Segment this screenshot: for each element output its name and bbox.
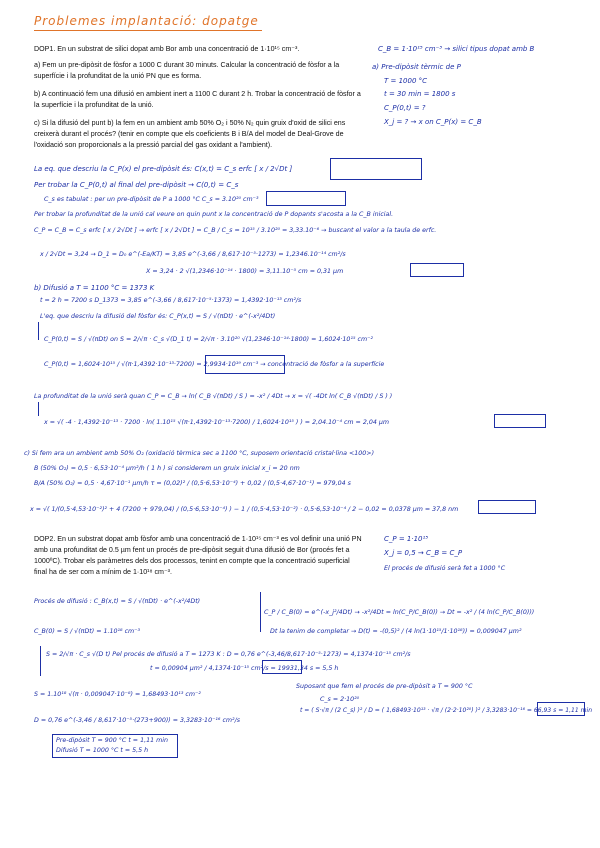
work1-line-3: Per trobar la profunditat de la unió cal veure on quin punt x la concentració de P dopants s'acosta a la C_B inicial. (34, 211, 394, 218)
work1-line-16: B/A (50% O₂) = 0,5 · 4,67·10⁻¹ µm/h τ = (0,02)² / (0,5·6,53·10⁻⁴) + 0,02 / (0,5·4,67·10⁻¹) = 979,04 s (34, 480, 351, 487)
work1-line-14: c) Si fem ara un ambient amb 50% O₂ (oxidació tèrmica sec a 1100 °C, suposem orientació cristal·lina <100>) (24, 450, 375, 457)
work2-line-4: S = 2/√π · C_s √(D t) Pel procés de difusió a T = 1273 K : D = 0,76 e^(-3,46/8,617·10⁻⁵·1273) = 4,1374·10⁻¹⁵ cm²/s (46, 651, 411, 658)
side-note-1: C_B = 1·10¹⁵ cm⁻³ → silici tipus dopat amb B (378, 45, 535, 53)
work1-line-2: C_s es tabulat : per un pre-dipòsit de P a 1000 °C C_s = 3.10²⁰ cm⁻³ (44, 196, 259, 203)
side-note-2: a) Pre-dipòsit tèrmic de P (372, 63, 461, 71)
work2-line-2: C_B(0) = S / √(πDt) = 1.10¹⁸ cm⁻³ (34, 628, 141, 635)
work1-line-5: x / 2√Dt = 3,24 → D_1 = D₀ e^(-Ea/KT) = 3,85 e^(-3,66 / 8,617·10⁻⁵·1273) = 1,2346.10⁻¹⁴ cm²/s (40, 251, 346, 258)
side-note-3: T = 1000 °C (384, 77, 428, 85)
side2-note-2: X_j = 0,5 → C_B = C_P (384, 549, 463, 557)
work1-line-6: X = 3,24 · 2 √(1,2346·10⁻¹⁴ · 1800) = 3,11.10⁻⁵ cm = 0,31 µm (146, 268, 344, 275)
summary-diffusion: Difusió T = 1000 °C t = 5,5 h (56, 747, 149, 754)
work1-line-0: La eq. que descriu la C_P(x) el pre-dipòsit és: C(x,t) = C_s erfc [ x / 2√Dt ] (34, 165, 293, 173)
oxide-result-box (478, 500, 536, 514)
work2-line-10: t = ( S·√π / (2 C_s) )² / D = ( 1,68493·10¹³ · √π / (2·2·10²⁰) )² / 3,3283·10⁻¹⁶ = 66,93 s = 1,11 min (300, 707, 593, 714)
work1-line-4: C_P = C_B = C_s erfc [ x / 2√Dt ] → erfc [ x / 2√Dt ] = C_B / C_s = 10¹⁵ / 3.10²⁰ = 3,33.10⁻⁶ → buscant el valor a la taula de erfc. (34, 227, 437, 234)
work2-line-3: Dt la tenim de completar → D(t) = -(0,5)² / (4 ln(1·10¹⁵/1·10¹⁸)) = 0,009047 µm² (270, 628, 522, 635)
work2-line-9: C_s = 2·10²⁰ (320, 696, 360, 703)
work1-line-13: x = √( -4 · 1,4392·10⁻¹³ · 7200 · ln( 1.10¹⁵ √(π·1,4392·10⁻¹³·7200) / 1,6024·10¹⁵ ) ) = 2,04.10⁻⁴ cm = 2,04 µm (44, 419, 389, 426)
work2-line-8: Suposant que fem el procés de pre-dipòsit a T = 900 °C (296, 683, 473, 690)
side2-note-3: El procés de difusió serà fet a 1000 °C (384, 565, 506, 572)
work2-line-1: C_P / C_B(0) = e^(-x_j²/4Dt) → -x²/4Dt = ln(C_P/C_B(0)) → Dt = -x² / (4 ln(C_P/C_B(0))) (264, 609, 535, 616)
xj-result-box (410, 263, 464, 277)
dop1-part-b: b) A continuació fem una difusió en ambient inert a 1100 C durant 2 h. Trobar la concentració de fòsfor a la superfície i la profunditat de la unió. (34, 90, 361, 109)
work1-line-15: B (50% O₂) = 0,5 · 6,53·10⁻⁴ µm²/h ( 1 h ) si considerem un gruix inicial x_i = 20 nm (34, 465, 300, 472)
page-title: Problemes implantació: dopatge (34, 14, 259, 28)
dop2-statement: DOP2. En un substrat dopat amb fòsfor amb una concentració de 1·10¹⁵ cm⁻³ es vol definir una unió PN amb una profunditat de 0.5 µm fent un procés de pre-dipòsit seguit d'una difusió de Bor (procés fet a 1000ºC). Trobar els paràmetres dels dos processos, tenint en compte que la concentració superficial final ha de ser com a mínim de 1·10¹⁸ cm⁻³. (34, 535, 362, 576)
surface-conc-box (205, 355, 285, 374)
side-note-5: C_P(0,t) = ? (384, 104, 426, 112)
work1-line-9: L'eq. que descriu la difusió del fòsfor és: C_P(x,t) = S / √(πDt) · e^(-x²/4Dt) (40, 313, 276, 320)
side-note-4: t = 30 min = 1800 s (384, 90, 456, 98)
work1-line-7: b) Difusió a T = 1100 °C = 1373 K (34, 284, 155, 292)
work1-line-8: t = 2 h = 7200 s D_1373 = 3,85 e^(-3,66 / 8,617·10⁻⁵·1373) = 1,4392·10⁻¹³ cm²/s (40, 297, 302, 304)
dop1-part-c: c) Si la difusió del punt b) la fem en un ambient amb 50% O₂ i 50% N₂ quin gruix d'oxid de silici ens creixerà durant el procés? (tenir en compte que els coeficients B i B/A del model de Deal-Grove de l'oxidació son proporcionals a la pressió parcial del gas oxidant a l'ambient). (34, 119, 346, 149)
work2-line-0: Procés de difusió : C_B(x,t) = S / √(πDt) · e^(-x²/4Dt) (34, 598, 201, 605)
work1-line-10: C_P(0,t) = S / √(πDt) on S = 2/√π · C_s √(D_1 t) = 2/√π · 3.10²⁰ √(1,2346·10⁻¹⁴·1800) = 1,6024·10¹⁵ cm⁻² (44, 336, 373, 343)
dop1-part-a: a) Fem un pre-dipòsit de fòsfor a 1000 C durant 30 minuts. Calcular la concentració de fòsfor a la superfície i la profunditat de la unió PN que es forma. (34, 61, 340, 80)
work2-line-5: t = 0,00904 µm² / 4,1374·10⁻¹⁵ cm²/s = 19931,34 s = 5,5 h (150, 665, 339, 672)
work1-line-17: x = √( 1/(0,5·4,53·10⁻²)² + 4 (7200 + 979,04) / (0,5·6,53·10⁻⁴) ) − 1 / (0,5·4,53·10⁻²) · 0,5·6,53·10⁻⁴ / 2 − 0,02 = 0,0378 µm = 37,8 nm (30, 506, 459, 513)
work2-line-6: S = 1.10¹⁸ √(π · 0,009047·10⁻⁸) = 1,68493·10¹³ cm⁻² (34, 691, 201, 698)
xj-b-result-box (494, 414, 546, 428)
predep-time-box (537, 702, 585, 716)
dop1-statement: DOP1. En un substrat de silici dopat amb Bor amb una concentració de 1·10¹⁵ cm⁻³. (34, 45, 300, 53)
work1-line-12: La profunditat de la unió serà quan C_P = C_B → ln( C_B √(πDt) / S ) = -x² / 4Dt → x = √( -4Dt ln( C_B √(πDt) / S ) ) (34, 393, 393, 400)
summary-predeposit: Pre-dipòsit T = 900 °C t = 1,11 min (56, 737, 168, 744)
work1-line-11: C_P(0,t) = 1,6024·10¹⁵ / √(π·1,4392·10⁻¹³·7200) = 2,9934·10¹⁹ cm⁻³ → concentració de fòsfor a la superfície (44, 361, 385, 368)
summary-box (52, 734, 178, 758)
work2-line-7: D = 0,76 e^(-3,46 / 8,617·10⁻⁵·(273+900)) = 3,3283·10⁻¹⁶ cm²/s (34, 717, 240, 724)
side-note-6: X_j = ? → x on C_P(x) = C_B (384, 118, 482, 126)
erfc-box (330, 158, 422, 180)
diffusion-time-box (262, 660, 302, 674)
side2-note-1: C_P = 1·10¹⁵ (384, 535, 429, 543)
title-underline (34, 30, 262, 31)
cs-box (266, 191, 346, 206)
work1-line-1: Per trobar la C_P(0,t) al final del pre-dipòsit → C(0,t) = C_s (34, 181, 239, 189)
